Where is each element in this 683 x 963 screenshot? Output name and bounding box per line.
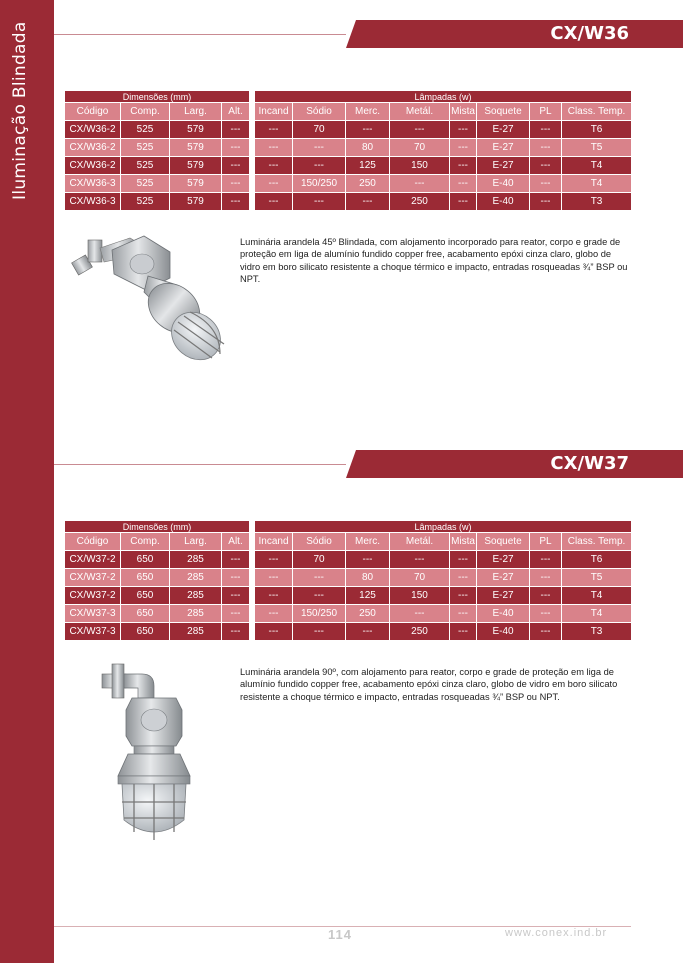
table-cell: --- bbox=[255, 551, 293, 569]
table-cell: --- bbox=[450, 121, 477, 139]
table-cell: --- bbox=[222, 139, 250, 157]
table-cell: --- bbox=[255, 569, 293, 587]
column-header: Sódio bbox=[293, 103, 346, 121]
column-header: Código bbox=[65, 103, 121, 121]
column-header: Incand bbox=[255, 103, 293, 121]
table-cell: 525 bbox=[121, 157, 170, 175]
table-cell: --- bbox=[450, 175, 477, 193]
table-cell: 650 bbox=[121, 623, 170, 641]
table-cell: T4 bbox=[562, 157, 632, 175]
table-cell: --- bbox=[390, 121, 450, 139]
column-header: Alt. bbox=[222, 533, 250, 551]
table-cell: 650 bbox=[121, 569, 170, 587]
table-cell: --- bbox=[222, 587, 250, 605]
table-cell: --- bbox=[255, 121, 293, 139]
table-cell: --- bbox=[346, 551, 390, 569]
table-row bbox=[65, 551, 632, 569]
table-cell: --- bbox=[530, 587, 562, 605]
table-cell: 80 bbox=[346, 569, 390, 587]
column-header: Sódio bbox=[293, 533, 346, 551]
table-cell: 150/250 bbox=[293, 605, 346, 623]
table-cell: E-40 bbox=[477, 175, 530, 193]
table-row bbox=[65, 623, 632, 641]
table-cell: --- bbox=[530, 605, 562, 623]
table-cell: 525 bbox=[121, 121, 170, 139]
table-cell: --- bbox=[222, 175, 250, 193]
table-cell: T6 bbox=[562, 121, 632, 139]
table-cell: E-40 bbox=[477, 605, 530, 623]
table-cell: CX/W36-2 bbox=[65, 121, 121, 139]
table-cell: --- bbox=[346, 121, 390, 139]
table-cell: 525 bbox=[121, 175, 170, 193]
table-cell: --- bbox=[346, 193, 390, 211]
column-header: Soquete bbox=[477, 533, 530, 551]
section-divider bbox=[54, 464, 346, 465]
table-cell: CX/W37-3 bbox=[65, 605, 121, 623]
table-row bbox=[65, 121, 632, 139]
table-cell: 80 bbox=[346, 139, 390, 157]
table-cell: T5 bbox=[562, 139, 632, 157]
column-header: PL bbox=[530, 533, 562, 551]
table-cell: E-27 bbox=[477, 551, 530, 569]
group-header-dimensions: Dimensões (mm) bbox=[65, 521, 250, 533]
page-number: 114 bbox=[328, 927, 352, 942]
table-cell: --- bbox=[450, 157, 477, 175]
column-header: Comp. bbox=[121, 533, 170, 551]
table-cell: 250 bbox=[346, 175, 390, 193]
table-row bbox=[65, 193, 632, 211]
column-header: Mista bbox=[450, 533, 477, 551]
table-cell: 285 bbox=[170, 569, 222, 587]
table-cell: 285 bbox=[170, 551, 222, 569]
table-cell: --- bbox=[450, 139, 477, 157]
table-cell: E-40 bbox=[477, 623, 530, 641]
table-cell: T5 bbox=[562, 569, 632, 587]
table-cell: 150 bbox=[390, 157, 450, 175]
table-cell: CX/W37-2 bbox=[65, 587, 121, 605]
table-cell: --- bbox=[390, 551, 450, 569]
table-cell: 125 bbox=[346, 157, 390, 175]
table-cell: E-27 bbox=[477, 139, 530, 157]
column-header: Metál. bbox=[390, 533, 450, 551]
table-cell: --- bbox=[255, 157, 293, 175]
luminaire-45-photo bbox=[70, 230, 240, 370]
table-cell: 285 bbox=[170, 605, 222, 623]
table-cell: --- bbox=[255, 139, 293, 157]
column-header: Class. Temp. bbox=[562, 533, 632, 551]
footer-website: www.conex.ind.br bbox=[505, 927, 608, 939]
sidebar-title: Iluminação Blindada bbox=[10, 21, 30, 200]
column-header: Soquete bbox=[477, 103, 530, 121]
table-cell: 579 bbox=[170, 139, 222, 157]
table-cell: --- bbox=[222, 551, 250, 569]
section-title-cxw36: CX/W36 bbox=[346, 20, 683, 48]
column-header: Class. Temp. bbox=[562, 103, 632, 121]
column-header: Incand bbox=[255, 533, 293, 551]
table-cell: CX/W36-3 bbox=[65, 175, 121, 193]
table-cell: --- bbox=[390, 605, 450, 623]
table-cell: CX/W36-3 bbox=[65, 193, 121, 211]
table-cell: --- bbox=[255, 175, 293, 193]
table-cell: CX/W37-2 bbox=[65, 551, 121, 569]
table-cell: --- bbox=[293, 623, 346, 641]
table-cell: --- bbox=[222, 157, 250, 175]
table-cell: 650 bbox=[121, 605, 170, 623]
table-cell: 70 bbox=[390, 569, 450, 587]
column-header: Código bbox=[65, 533, 121, 551]
table-cell: 579 bbox=[170, 193, 222, 211]
table-cell: 650 bbox=[121, 551, 170, 569]
table-cell: 70 bbox=[390, 139, 450, 157]
table-cell: --- bbox=[293, 193, 346, 211]
luminaire-90-photo bbox=[98, 660, 208, 850]
table-cell: --- bbox=[530, 175, 562, 193]
table-cell: --- bbox=[450, 587, 477, 605]
table-cell: --- bbox=[222, 605, 250, 623]
table-cell: --- bbox=[222, 623, 250, 641]
section-divider bbox=[54, 34, 346, 35]
section-title-cxw37: CX/W37 bbox=[346, 450, 683, 478]
column-header: Larg. bbox=[170, 533, 222, 551]
group-header-lamps: Lâmpadas (w) bbox=[255, 91, 632, 103]
column-header: Larg. bbox=[170, 103, 222, 121]
table-cell: --- bbox=[293, 139, 346, 157]
table-cell: CX/W37-2 bbox=[65, 569, 121, 587]
table-cell: 525 bbox=[121, 193, 170, 211]
table-cell: --- bbox=[293, 157, 346, 175]
table-cell: --- bbox=[530, 569, 562, 587]
spec-table-cxw36 bbox=[64, 90, 632, 211]
table-row bbox=[65, 157, 632, 175]
spec-table-cxw37 bbox=[64, 520, 632, 641]
column-header: Alt. bbox=[222, 103, 250, 121]
table-cell: --- bbox=[530, 193, 562, 211]
table-cell: E-40 bbox=[477, 193, 530, 211]
table-cell: 70 bbox=[293, 551, 346, 569]
column-header: Merc. bbox=[346, 103, 390, 121]
table-cell: --- bbox=[390, 175, 450, 193]
table-cell: T4 bbox=[562, 587, 632, 605]
table-cell: T6 bbox=[562, 551, 632, 569]
table-cell: --- bbox=[222, 121, 250, 139]
column-header: Mista bbox=[450, 103, 477, 121]
table-cell: --- bbox=[530, 623, 562, 641]
table-cell: T4 bbox=[562, 605, 632, 623]
table-cell: E-27 bbox=[477, 157, 530, 175]
table-cell: --- bbox=[530, 157, 562, 175]
table-cell: T4 bbox=[562, 175, 632, 193]
table-cell: 285 bbox=[170, 587, 222, 605]
table-row bbox=[65, 139, 632, 157]
table-cell: --- bbox=[530, 139, 562, 157]
table-cell: 150 bbox=[390, 587, 450, 605]
table-cell: --- bbox=[450, 569, 477, 587]
table-row bbox=[65, 605, 632, 623]
table-cell: 525 bbox=[121, 139, 170, 157]
table-cell: --- bbox=[293, 587, 346, 605]
column-header: Merc. bbox=[346, 533, 390, 551]
table-row bbox=[65, 175, 632, 193]
table-cell: --- bbox=[255, 193, 293, 211]
table-cell: --- bbox=[450, 605, 477, 623]
product-description-cxw36: Luminária arandela 45º Blindada, com alojamento incorporado para reator, corpo e grade de proteção em liga de alumínio fundido copper free, acabamento epóxi cinza claro, globo de vidro em boro silicato resistente a choque térmico e impacto, entradas rosqueadas ¾” BSP ou NPT. bbox=[240, 237, 628, 285]
table-cell: --- bbox=[255, 623, 293, 641]
table-row bbox=[65, 587, 632, 605]
table-cell: 150/250 bbox=[293, 175, 346, 193]
table-cell: --- bbox=[293, 569, 346, 587]
table-cell: 70 bbox=[293, 121, 346, 139]
table-cell: 285 bbox=[170, 623, 222, 641]
table-cell: --- bbox=[450, 193, 477, 211]
table-cell: --- bbox=[530, 551, 562, 569]
table-cell: --- bbox=[346, 623, 390, 641]
table-cell: 579 bbox=[170, 157, 222, 175]
table-cell: 250 bbox=[390, 193, 450, 211]
table-cell: --- bbox=[450, 551, 477, 569]
table-cell: 650 bbox=[121, 587, 170, 605]
table-cell: CX/W37-3 bbox=[65, 623, 121, 641]
table-cell: T3 bbox=[562, 193, 632, 211]
sidebar bbox=[0, 0, 54, 963]
table-cell: 250 bbox=[346, 605, 390, 623]
table-cell: --- bbox=[530, 121, 562, 139]
table-cell: E-27 bbox=[477, 587, 530, 605]
table-cell: --- bbox=[222, 569, 250, 587]
group-header-lamps: Lâmpadas (w) bbox=[255, 521, 632, 533]
table-cell: 579 bbox=[170, 121, 222, 139]
table-cell: --- bbox=[255, 587, 293, 605]
table-cell: 250 bbox=[390, 623, 450, 641]
column-header: PL bbox=[530, 103, 562, 121]
table-cell: CX/W36-2 bbox=[65, 139, 121, 157]
column-header: Metál. bbox=[390, 103, 450, 121]
table-cell: E-27 bbox=[477, 569, 530, 587]
table-cell: --- bbox=[222, 193, 250, 211]
table-row bbox=[65, 569, 632, 587]
table-cell: --- bbox=[450, 623, 477, 641]
table-cell: 579 bbox=[170, 175, 222, 193]
table-cell: 125 bbox=[346, 587, 390, 605]
product-description-cxw37: Luminária arandela 90º, com alojamento para reator, corpo e grade de proteção em liga de alumínio fundido copper free, acabamento epóxi cinza claro, globo de vidro em boro silicato resistente a choque térmico e impacto, entradas rosqueadas ¾” BSP ou NPT. bbox=[240, 667, 618, 702]
column-header: Comp. bbox=[121, 103, 170, 121]
table-cell: T3 bbox=[562, 623, 632, 641]
group-header-dimensions: Dimensões (mm) bbox=[65, 91, 250, 103]
table-cell: CX/W36-2 bbox=[65, 157, 121, 175]
table-cell: E-27 bbox=[477, 121, 530, 139]
table-cell: --- bbox=[255, 605, 293, 623]
